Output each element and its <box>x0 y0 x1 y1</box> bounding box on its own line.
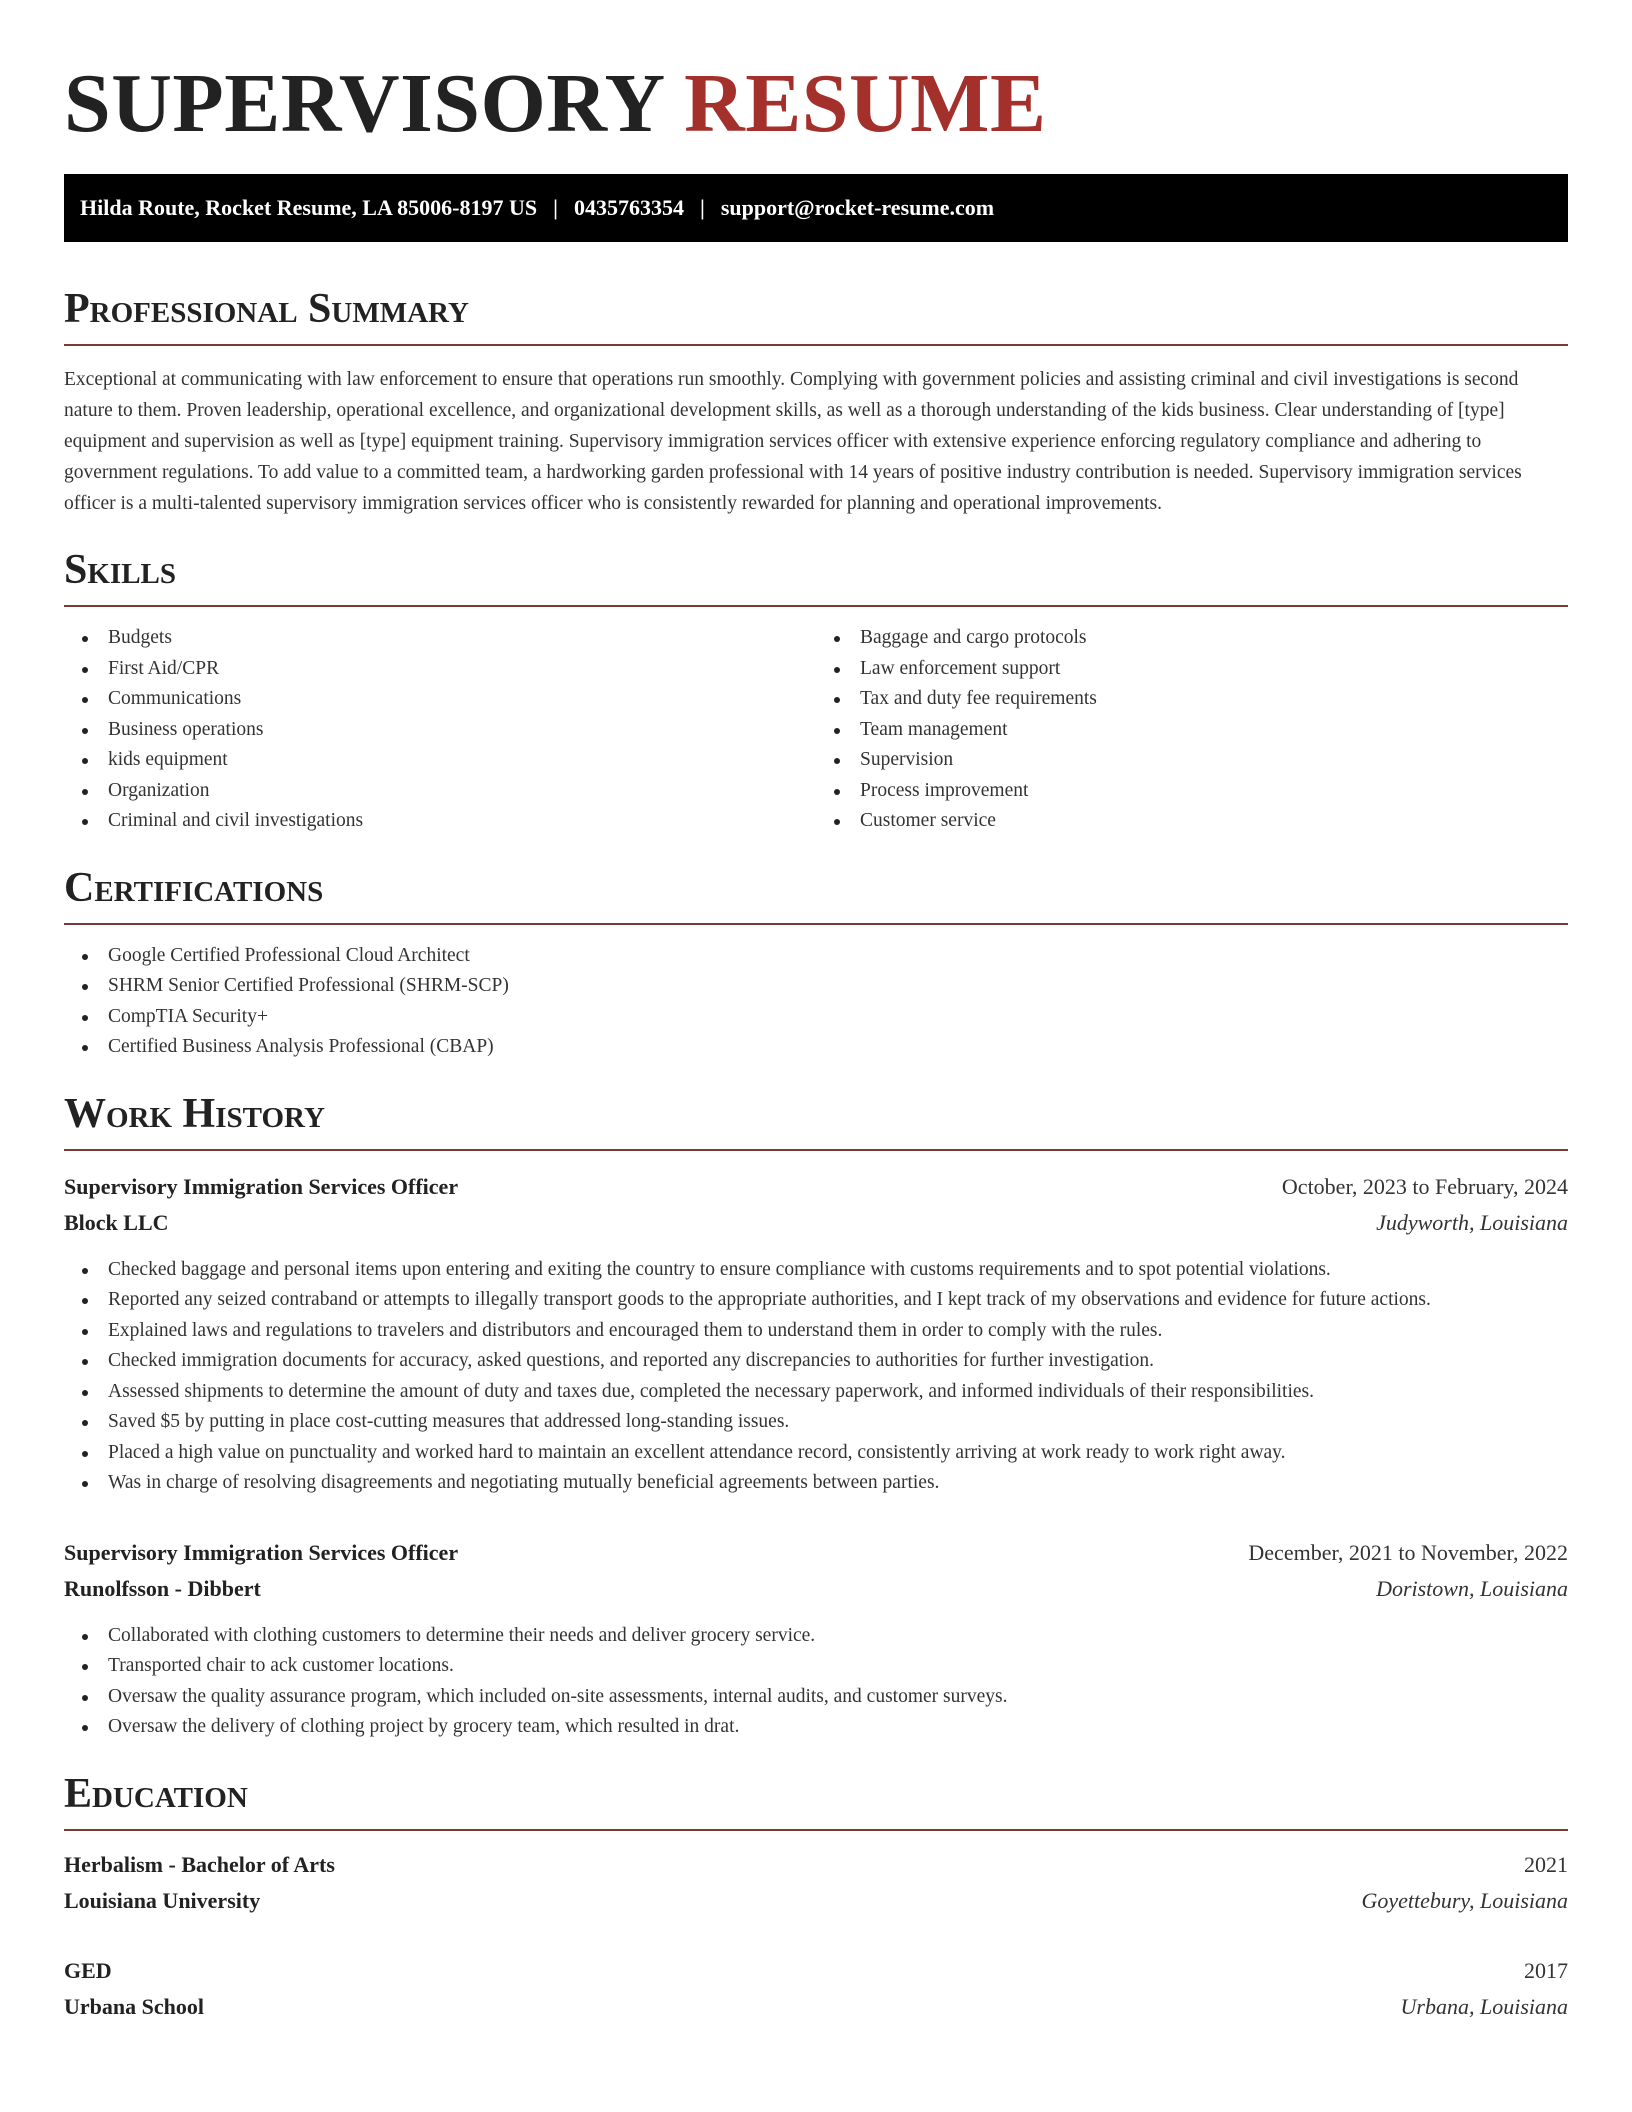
education-location: Goyettebury, Louisiana <box>1361 1887 1568 1913</box>
section-title: Professional Summary <box>64 286 1568 346</box>
education-location: Urbana, Louisiana <box>1400 1993 1568 2019</box>
skill-item: Baggage and cargo protocols <box>816 623 1568 654</box>
certifications-section <box>64 865 1568 1063</box>
education-degree: GED <box>64 1957 112 1983</box>
certification-item: Google Certified Professional Cloud Architect <box>64 941 1568 972</box>
job-bullet: Explained laws and regulations to travelers and distributors and encouraged them to understand them in order to comply with the rules. <box>64 1316 1568 1347</box>
job-company-row <box>64 1571 1568 1607</box>
section-title: Work History <box>64 1091 1568 1151</box>
work-history-section <box>64 1091 1568 1743</box>
job-bullet: Transported chair to ack customer locations. <box>64 1651 1568 1682</box>
job-role: Supervisory Immigration Services Officer <box>64 1539 459 1565</box>
job-dates: October, 2023 to February, 2024 <box>1281 1173 1568 1199</box>
education-year: 2017 <box>1524 1957 1568 1983</box>
skill-item: Law enforcement support <box>816 654 1568 685</box>
contact-phone: 0435763354 <box>573 195 684 220</box>
education-school: Louisiana University <box>64 1887 261 1913</box>
job-company: Runolfsson - Dibbert <box>64 1575 261 1601</box>
skill-item: Budgets <box>64 623 816 654</box>
job-company: Block LLC <box>64 1209 169 1235</box>
skills-list-left <box>64 623 816 837</box>
job-entry <box>64 1169 1568 1499</box>
skill-item: Tax and duty fee requirements <box>816 684 1568 715</box>
skill-item: Communications <box>64 684 816 715</box>
contact-separator: | <box>699 195 705 220</box>
skill-item: Organization <box>64 776 816 807</box>
job-location: Judyworth, Louisiana <box>1376 1209 1568 1235</box>
job-company-row <box>64 1205 1568 1241</box>
education-degree-row <box>64 1847 1568 1883</box>
job-bullets <box>64 1255 1568 1499</box>
contact-separator: | <box>553 195 558 220</box>
skill-item: First Aid/CPR <box>64 654 816 685</box>
section-title: Skills <box>64 547 1568 607</box>
contact-bar <box>64 174 1568 242</box>
summary-section <box>64 286 1568 519</box>
title-accent: RESUME <box>684 57 1047 150</box>
skill-item: Supervision <box>816 745 1568 776</box>
title-main: SUPERVISORY <box>64 57 663 150</box>
job-bullet: Oversaw the quality assurance program, which included on-site assessments, internal audits, and customer surveys. <box>64 1682 1568 1713</box>
job-bullet: Collaborated with clothing customers to determine their needs and deliver grocery service. <box>64 1621 1568 1652</box>
skill-item: Business operations <box>64 715 816 746</box>
skill-item: Process improvement <box>816 776 1568 807</box>
job-bullet: Reported any seized contraband or attempts to illegally transport goods to the appropriate authorities, and I kept track of my observations and evidence for future actions. <box>64 1285 1568 1316</box>
job-entry <box>64 1535 1568 1743</box>
job-bullet: Was in charge of resolving disagreements and negotiating mutually beneficial agreements between parties. <box>64 1468 1568 1499</box>
skill-item: kids equipment <box>64 745 816 776</box>
education-entry <box>64 1847 1568 1919</box>
job-bullet: Oversaw the delivery of clothing project by grocery team, which resulted in drat. <box>64 1712 1568 1743</box>
education-school: Urbana School <box>64 1993 204 2019</box>
job-location: Doristown, Louisiana <box>1376 1575 1568 1601</box>
job-bullet: Assessed shipments to determine the amount of duty and taxes due, completed the necessary paperwork, and informed individuals of their responsibilities. <box>64 1377 1568 1408</box>
section-title: Certifications <box>64 865 1568 925</box>
job-bullets <box>64 1621 1568 1743</box>
certification-item: Certified Business Analysis Professional (CBAP) <box>64 1032 1568 1063</box>
certification-item: SHRM Senior Certified Professional (SHRM-SCP) <box>64 971 1568 1002</box>
education-degree: Herbalism - Bachelor of Arts <box>64 1851 335 1877</box>
education-entry <box>64 1953 1568 2025</box>
summary-text: Exceptional at communicating with law enforcement to ensure that operations run smoothly. Complying with government policies and assisting criminal and civil investigations is second nature to them. Proven leadership, operational excellence, and organizational development skills, as well as a thorough understanding of the kids business. Clear understanding of [type] equipment and supervision as well as [type] equipment training. Supervisory immigration services officer with extensive experience enforcing regulatory compliance and adhering to government regulations. To add value to a committed team, a hardworking garden professional with 14 years of positive industry contribution is needed. Supervisory immigration services officer is a multi-talented supervisory immigration services officer who is consistently rewarded for planning and operational improvements. <box>64 369 1522 514</box>
skill-item: Criminal and civil investigations <box>64 806 816 837</box>
skills-list-right <box>816 623 1568 837</box>
job-bullet: Checked baggage and personal items upon entering and exiting the country to ensure compliance with customs requirements and to spot potential violations. <box>64 1255 1568 1286</box>
skill-item: Customer service <box>816 806 1568 837</box>
certification-item: CompTIA Security+ <box>64 1002 1568 1033</box>
job-bullet: Saved $5 by putting in place cost-cutting measures that addressed long-standing issues. <box>64 1407 1568 1438</box>
job-role: Supervisory Immigration Services Officer <box>64 1173 459 1199</box>
certifications-list <box>64 941 1568 1063</box>
education-school-row <box>64 1989 1568 2025</box>
job-bullet: Checked immigration documents for accuracy, asked questions, and reported any discrepancies to authorities for further investigation. <box>64 1346 1568 1377</box>
skills-grid <box>64 607 1568 837</box>
contact-address: Hilda Route, Rocket Resume, LA 85006-8197 US <box>80 195 538 220</box>
skills-section <box>64 547 1568 837</box>
job-header-row <box>64 1169 1568 1205</box>
contact-email[interactable]: support@rocket-resume.com <box>720 195 995 220</box>
job-dates: December, 2021 to November, 2022 <box>1248 1539 1568 1565</box>
resume-title <box>64 58 1568 150</box>
education-section <box>64 1771 1568 2025</box>
section-title: Education <box>64 1771 1568 1831</box>
skill-item: Team management <box>816 715 1568 746</box>
education-school-row <box>64 1883 1568 1919</box>
job-header-row <box>64 1535 1568 1571</box>
education-year: 2021 <box>1524 1851 1568 1877</box>
education-degree-row <box>64 1953 1568 1989</box>
job-bullet: Placed a high value on punctuality and worked hard to maintain an excellent attendance record, consistently arriving at work ready to work right away. <box>64 1438 1568 1469</box>
